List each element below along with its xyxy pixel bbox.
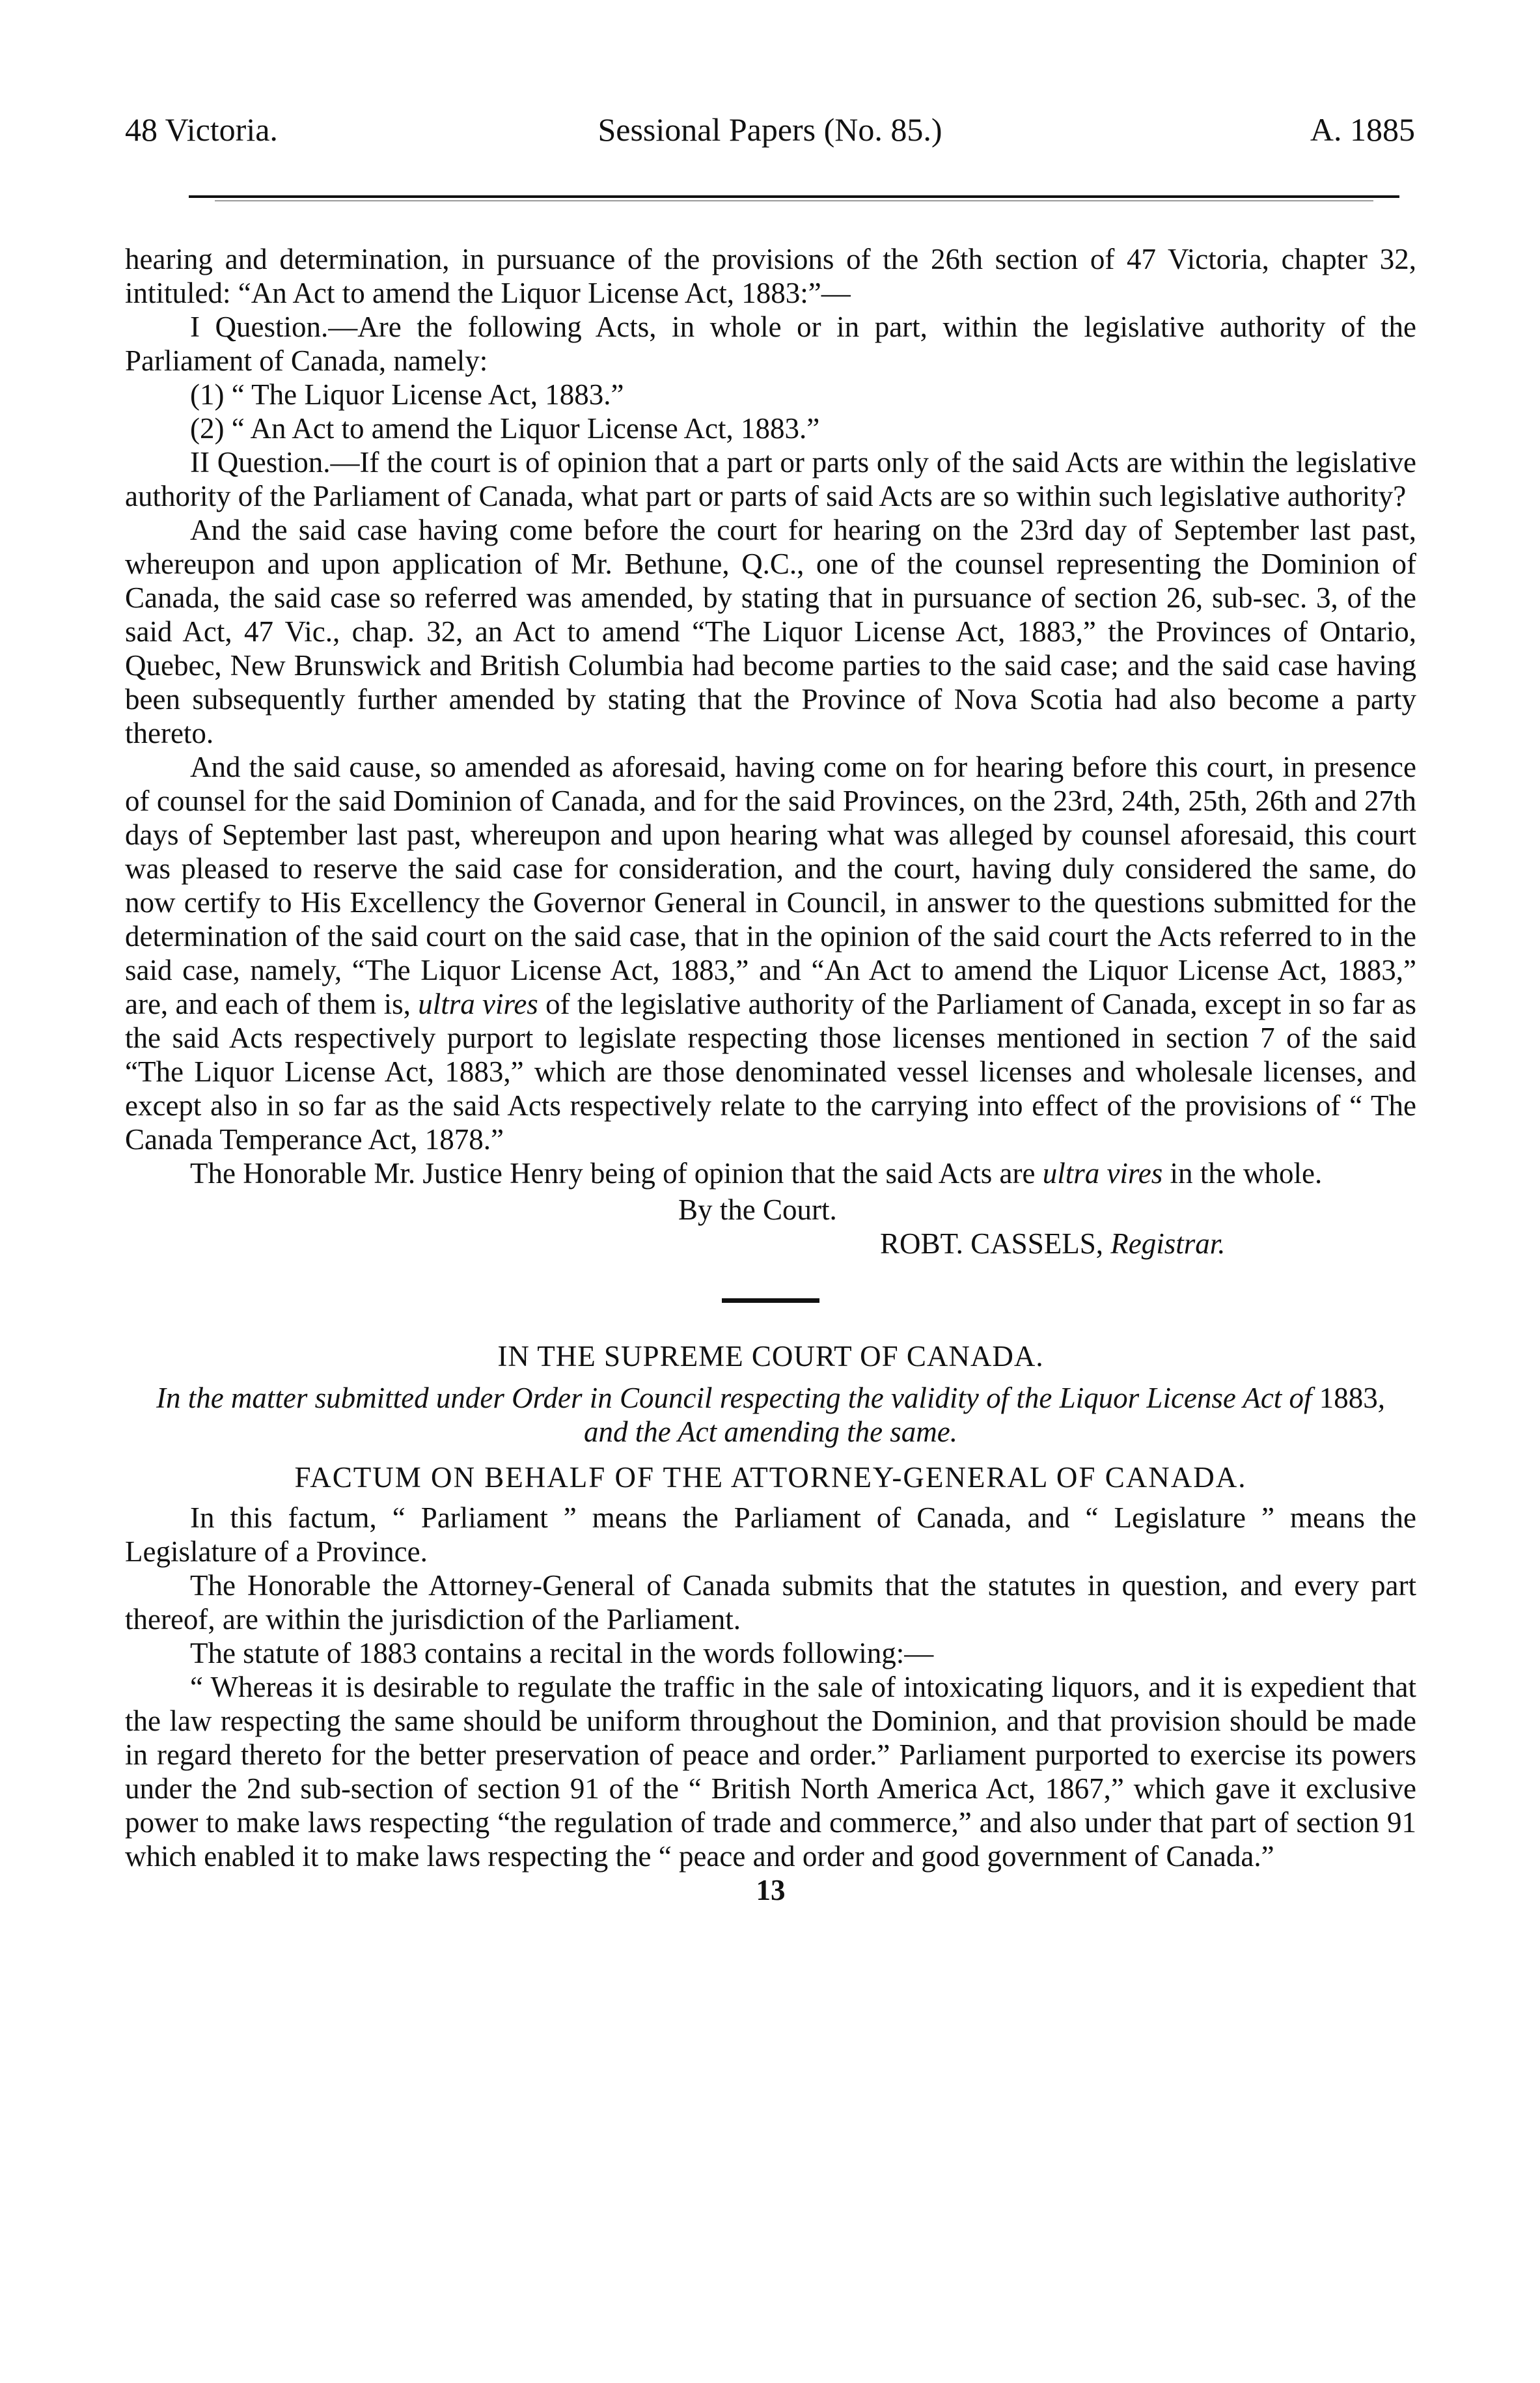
document-body xyxy=(125,242,1416,1907)
header-session: 48 Victoria. xyxy=(125,111,278,148)
paragraph-certification xyxy=(125,750,1416,1156)
paragraph-definitions: In this factum, “ Parliament ” means the Parliament of Canada, and “ Legislature ” means the Legislature of a Province. xyxy=(125,1501,1416,1568)
dissent-text-a: The Honorable Mr. Justice Henry being of opinion that the said Acts are xyxy=(190,1157,1043,1190)
court-title: IN THE SUPREME COURT OF CANADA. xyxy=(497,1340,1044,1373)
dissent-ultra-vires: ultra vires xyxy=(1042,1157,1163,1190)
matter-year: 1883 xyxy=(1319,1382,1378,1414)
paragraph-recital-intro: The statute of 1883 contains a recital in the words following:— xyxy=(190,1637,934,1669)
dissent-text-b: in the whole. xyxy=(1162,1157,1323,1190)
matter-text-b: , and the Act amending the same. xyxy=(583,1382,1386,1448)
page-number: 13 xyxy=(756,1874,786,1906)
header-year: A. 1885 xyxy=(1310,111,1415,148)
registrar-name: ROBT. CASSELS, xyxy=(880,1227,1111,1260)
matter-text-a: In the matter submitted under Order in Council respecting the validity of the Liquor License Act of xyxy=(156,1382,1319,1414)
certification-text-b: of the legislative authority of the Parliament of Canada, except in so far as the said Acts respectively purport to legislate respecting those licenses mentioned in section 7 of the said “The Liquor License Act, 1883,” which are those denominated vessel licenses and wholesale licenses, and except also in so far as the said Acts respectively relate to the carrying into effect of the provisions of “ The Canada Temperance Act, 1878.” xyxy=(125,988,1417,1156)
question-one: I Question.—Are the following Acts, in whole or in part, within the legislative authority of the Parliament of Canada, namely: xyxy=(125,311,1416,377)
signature-registrar xyxy=(125,1227,1416,1261)
factum-title: FACTUM ON BEHALF OF THE ATTORNEY-GENERAL OF CANADA. xyxy=(294,1461,1247,1494)
certification-text-a: And the said cause, so amended as aforesaid, having come on for hearing before this court, in presence of counsel for the said Dominion of Canada, and for the said Provinces, on the 23rd, 24th, 25th, 26th and 27th days of September last past, whereupon and upon hearing what was alleged by counsel aforesaid, this court was pleased to reserve the said case for consideration, and the court, having duly considered the same, do now certify to His Excellency the Governor General in Council, in answer to the questions submitted for the determination of the said court on the said case, that in the opinion of the said court the Acts referred to in the said case, namely, “The Liquor License Act, 1883,” and “An Act to amend the Liquor License Act, 1883,” are, and each of them is, xyxy=(125,751,1416,1020)
header-title: Sessional Papers (No. 85.) xyxy=(598,111,942,148)
signature-by-court: By the Court. xyxy=(678,1193,837,1226)
paragraph-hearing: And the said case having come before the court for hearing on the 23rd day of September last past, whereupon and upon application of Mr. Bethune, Q.C., one of the counsel representing the Dominion of Canada, the said case so referred was amended, by stating that in pursuance of section 26, sub-sec. 3, of the said Act, 47 Vic., chap. 32, an Act to amend “The Liquor License Act, 1883,” the Provinces of Ontario, Quebec, New Brunswick and British Columbia had become parties to the said case; and the said case having been subsequently further amended by stating that the Province of Nova Scotia had also become a party thereto. xyxy=(125,514,1416,749)
section-divider xyxy=(722,1298,819,1303)
header-rule xyxy=(189,195,1399,198)
running-header xyxy=(0,111,1540,163)
paragraph-submission: The Honorable the Attorney-General of Canada submits that the statutes in question, and every part thereof, are within the jurisdiction of the Parliament. xyxy=(125,1569,1416,1636)
question-two: II Question.—If the court is of opinion that a part or parts only of the said Acts are within the legislative authority of the Parliament of Canada, what part or parts of said Acts are so within such legislative authority? xyxy=(125,446,1416,512)
matter-heading xyxy=(138,1381,1403,1449)
question-one-item-2: (2) “ An Act to amend the Liquor License Act, 1883.” xyxy=(190,412,820,445)
question-one-item-1: (1) “ The Liquor License Act, 1883.” xyxy=(190,378,624,411)
paragraph-dissent xyxy=(125,1156,1416,1190)
certification-ultra-vires: ultra vires xyxy=(418,988,538,1020)
paragraph-recital: “ Whereas it is desirable to regulate the traffic in the sale of intoxicating liquors, and it is expedient that the law respecting the same should be uniform throughout the Dominion, and that provision should be made in regard thereto for the better preservation of peace and order.” Parliament purported to exercise its powers under the 2nd sub-section of section 91 of the “ British North America Act, 1867,” which gave it exclusive power to make laws respecting “the regulation of trade and commerce,” and also under that part of section 91 which enabled it to make laws respecting the “ peace and order and good government of Canada.” xyxy=(125,1671,1416,1873)
registrar-role: Registrar. xyxy=(1110,1227,1226,1260)
paragraph-intro: hearing and determination, in pursuance of the provisions of the 26th section of 47 Victoria, chapter 32, intituled: “An Act to amend the Liquor License Act, 1883:”— xyxy=(125,243,1416,309)
